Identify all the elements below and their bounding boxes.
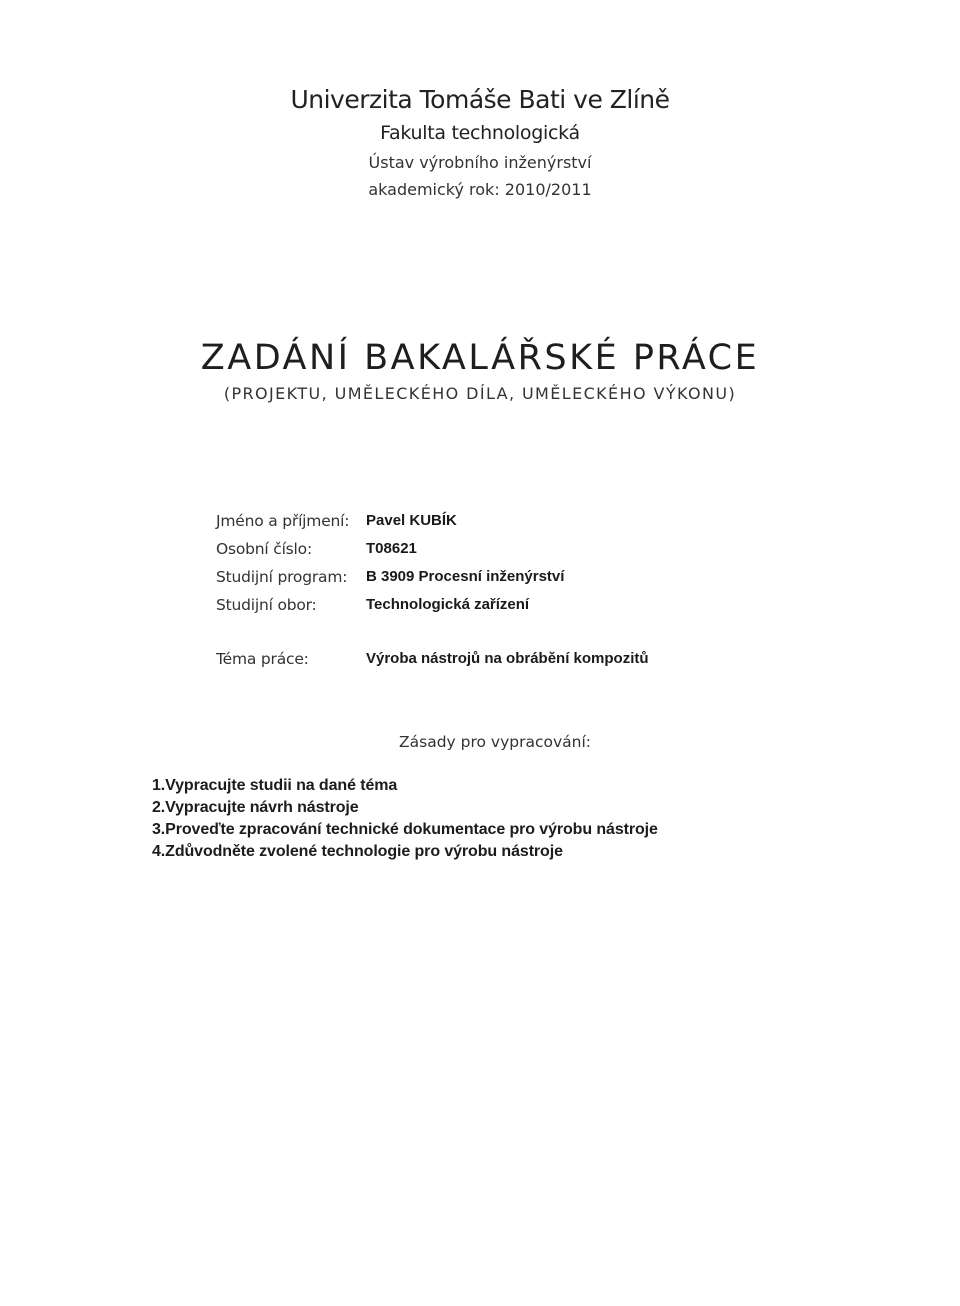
guidelines-heading: Zásady pro vypracování: <box>399 733 591 751</box>
faculty-name: Fakulta technologická <box>380 122 580 144</box>
guideline-item: 2.Vypracujte návrh nástroje <box>152 799 359 816</box>
student-id: T08621 <box>366 540 417 557</box>
guideline-item: 3.Proveďte zpracování technické dokumentace pro výrobu nástroje <box>152 821 658 838</box>
document-title: ZADÁNÍ BAKALÁŘSKÉ PRÁCE <box>200 338 760 378</box>
theme-label: Téma práce: <box>216 650 309 668</box>
study-program: B 3909 Procesní inženýrství <box>366 568 565 585</box>
university-name: Univerzita Tomáše Bati ve Zlíně <box>290 85 670 114</box>
document-subtitle: (PROJEKTU, UMĚLECKÉHO DÍLA, UMĚLECKÉHO VÝKONU) <box>223 384 737 403</box>
field-label: Studijní obor: <box>216 596 317 614</box>
thesis-theme: Výroba nástrojů na obrábění kompozitů <box>366 650 649 667</box>
academic-year: akademický rok: 2010/2011 <box>368 180 592 199</box>
id-label: Osobní číslo: <box>216 540 312 558</box>
institute-name: Ústav výrobního inženýrství <box>368 153 592 172</box>
guidelines-list <box>152 775 658 863</box>
program-label: Studijní program: <box>216 568 348 586</box>
guideline-item: 1.Vypracujte studii na dané téma <box>152 777 398 794</box>
study-field: Technologická zařízení <box>366 596 530 613</box>
student-name: Pavel KUBÍK <box>366 512 457 529</box>
document-header <box>0 84 960 203</box>
name-label: Jméno a příjmení: <box>216 512 350 530</box>
guideline-item: 4.Zdůvodněte zvolené technologie pro výrobu nástroje <box>152 843 563 860</box>
